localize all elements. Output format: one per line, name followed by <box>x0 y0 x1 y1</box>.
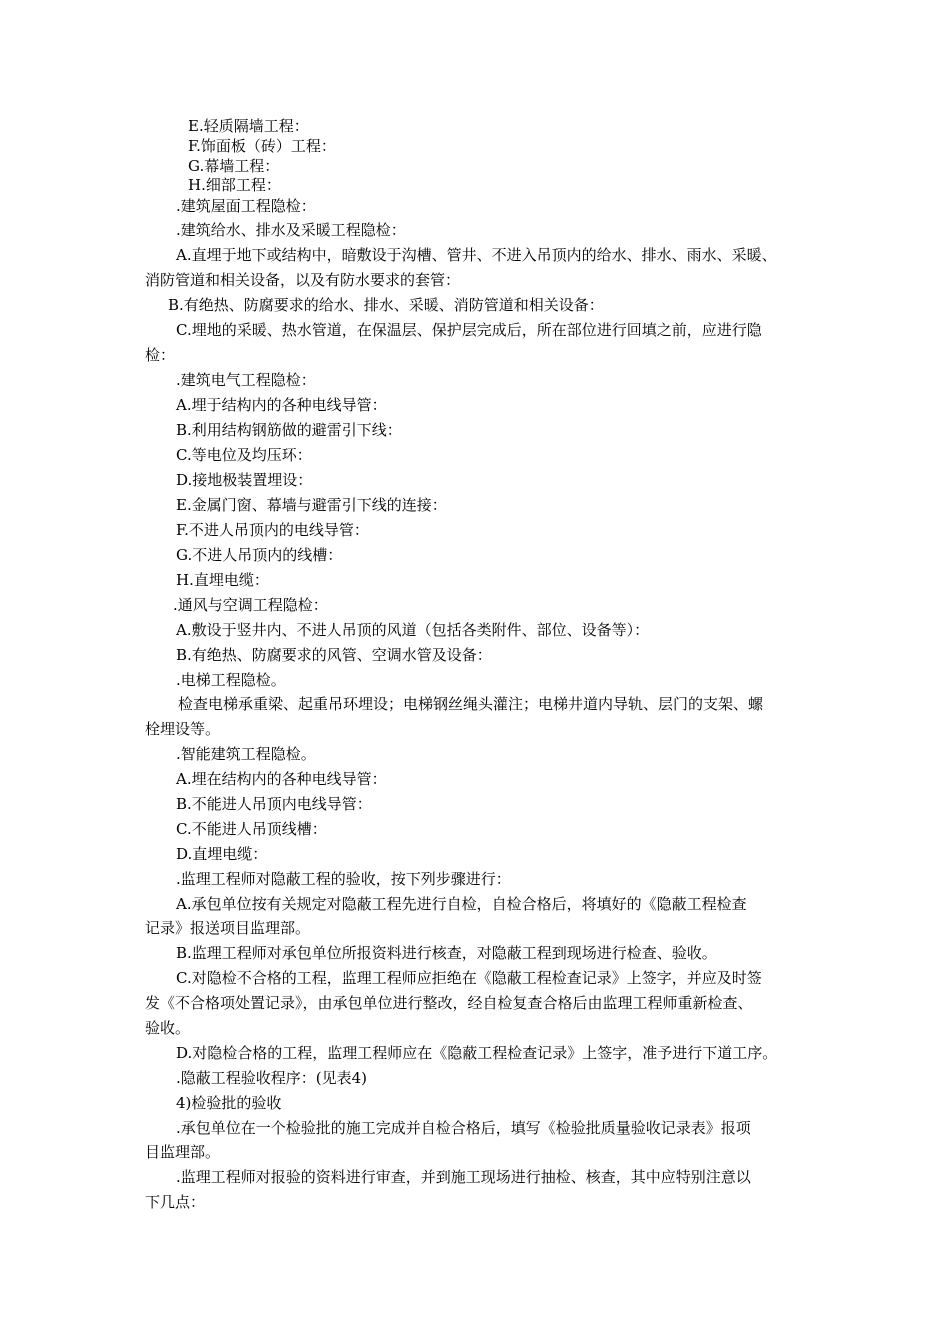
text-line: A.承包单位按有关规定对隐蔽工程先进行自检，自检合格后，将填好的《隐蔽工程检查 <box>176 895 747 913</box>
text-line: A.埋在结构内的各种电线导管： <box>176 770 387 788</box>
text-line: 检： <box>145 346 176 364</box>
text-line: D.对隐检合格的工程，监理工程师应在《隐蔽工程检查记录》上签字，准予进行下道工序。 <box>176 1044 778 1062</box>
text-line: G.不进人吊顶内的线槽： <box>176 546 343 564</box>
text-line: A.埋于结构内的各种电线导管： <box>176 396 387 414</box>
text-line: 下几点： <box>145 1193 206 1211</box>
text-line: C.不能进人吊顶线槽： <box>176 820 327 838</box>
text-line: F.不进人吊顶内的电线导管： <box>176 521 369 539</box>
text-line: A.直埋于地下或结构中，暗敷设于沟槽、管井、不进入吊顶内的给水、排水、雨水、采暖、 <box>176 246 777 264</box>
text-line: .监理工程师对隐蔽工程的验收，按下列步骤进行： <box>176 870 511 888</box>
text-line: C.埋地的采暖、热水管道，在保温层、保护层完成后，所在部位进行回填之前，应进行隐 <box>176 321 762 339</box>
text-line: .电梯工程隐检。 <box>176 671 286 689</box>
text-line: .监理工程师对报验的资料进行审查，并到施工现场进行抽检、核查，其中应特别注意以 <box>176 1168 751 1186</box>
text-line: 发《不合格项处置记录》，由承包单位进行整改，经自检复查合格后由监理工程师重新检查、 <box>145 994 753 1012</box>
text-line: .智能建筑工程隐检。 <box>176 745 316 763</box>
text-line: D.接地极装置埋设： <box>176 471 313 489</box>
text-line: 检查电梯承重梁、起重吊环埋设；电梯钢丝绳头灌注；电梯井道内导轨、层门的支架、螺 <box>178 695 764 713</box>
text-line: B.有绝热、防腐要求的给水、排水、采暖、消防管道和相关设备： <box>168 296 604 314</box>
text-line: 验收。 <box>145 1019 191 1037</box>
text-line: E.金属门窗、幕墙与避雷引下线的连接： <box>176 496 447 514</box>
text-line: B.利用结构钢筋做的避雷引下线： <box>176 421 402 439</box>
text-line: F.饰面板（砖）工程： <box>188 137 336 155</box>
text-line: H.细部工程： <box>188 176 281 194</box>
text-line: D.直埋电缆： <box>176 845 268 863</box>
text-line: .建筑电气工程隐检： <box>176 371 316 389</box>
text-line: A.敷设于竖井内、不进人吊顶的风道（包括各类附件、部位、设备等）： <box>176 621 650 639</box>
text-line: .建筑屋面工程隐检： <box>176 197 316 215</box>
text-line: C.对隐检不合格的工程，监理工程师应拒绝在《隐蔽工程检查记录》上签字，并应及时签 <box>176 969 762 987</box>
text-line: H.直埋电缆： <box>176 571 269 589</box>
text-line: B.有绝热、防腐要求的风管、空调水管及设备： <box>176 646 492 664</box>
text-line: .建筑给水、排水及采暖工程隐检： <box>176 221 406 239</box>
text-line: 栓埋设等。 <box>145 720 221 738</box>
text-line: E.轻质隔墙工程： <box>188 117 309 135</box>
text-line: C.等电位及均压环： <box>176 446 312 464</box>
text-line: 目监理部。 <box>145 1143 221 1161</box>
text-line: G.幕墙工程： <box>188 157 280 175</box>
text-line: 记录》报送项目监理部。 <box>145 919 311 937</box>
text-line: .承包单位在一个检验批的施工完成并自检合格后，填写《检验批质量验收记录表》报项 <box>176 1119 751 1137</box>
text-line: 消防管道和相关设备，以及有防水要求的套管： <box>145 271 461 289</box>
text-line: B.不能进人吊顶内电线导管： <box>176 795 372 813</box>
text-line: .通风与空调工程隐检： <box>173 596 328 614</box>
text-line: 4)检验批的验收 <box>176 1094 282 1112</box>
text-line: B.监理工程师对承包单位所报资料进行核查，对隐蔽工程到现场进行检查、验收。 <box>176 944 717 962</box>
text-line: .隐蔽工程验收程序：(见表4) <box>176 1069 368 1087</box>
